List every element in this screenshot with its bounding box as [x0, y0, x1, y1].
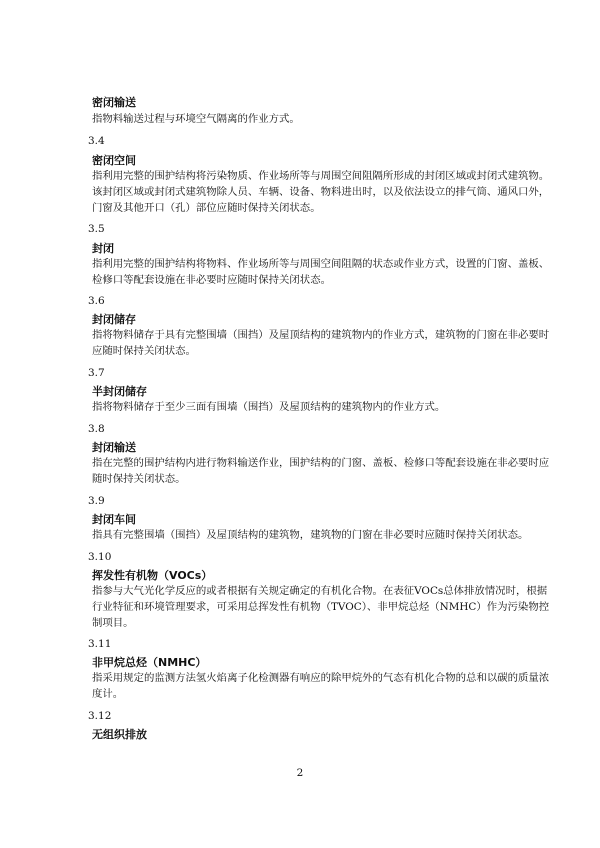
term-title-enclosed-workshop: 封闭车间 [92, 513, 136, 526]
term-definition-enclosure: 指利用完整的围护结构将物料、作业场所等与周围空间阻隔的状态或作业方式，设置的门窗、盖板、检修口等配套设施在非必要时应随时保持关闭状态。 [92, 258, 550, 286]
term-title-semi-enclosed-storage: 半封闭储存 [92, 385, 147, 398]
term-definition-sealed-conveying: 指物料输送过程与环境空气隔离的作业方式。 [92, 113, 300, 125]
term-title-sealed-space: 密闭空间 [92, 154, 136, 167]
term-definition-enclosed-conveying: 指在完整的围护结构内进行物料输送作业，围护结构的门窗、盖板、检修口等配套设施在非必要时应随时保持关闭状态。 [92, 457, 550, 485]
clause-number-3-7: 3.7 [88, 367, 105, 379]
term-definition-sealed-space: 指利用完整的围护结构将污染物质、作业场所等与周围空间阻隔所形成的封闭区域或封闭式建筑物。该封闭区域或封闭式建筑物除人员、车辆、设备、物料进出时，以及依法设立的排气筒、通风口外，门窗及其他开口（孔）部位应随时保持关闭状态。 [92, 170, 550, 214]
term-title-nmhc: 非甲烷总烃（NMHC） [92, 656, 207, 669]
term-title-enclosed-storage: 封闭储存 [92, 313, 136, 326]
term-title-sealed-conveying: 密闭输送 [92, 96, 136, 109]
term-title-fugitive-emission: 无组织排放 [92, 728, 147, 741]
clause-number-3-8: 3.8 [88, 423, 105, 435]
term-title-enclosed-conveying: 封闭输送 [92, 441, 136, 454]
term-definition-vocs: 指参与大气光化学反应的或者根据有关规定确定的有机化合物。在表征VOCs总体排放情况时，根据行业特征和环境管理要求，可采用总挥发性有机物（TVOC）、非甲烷总烃（NMHC）作为污染物控制项目。 [92, 585, 550, 629]
clause-number-3-11: 3.11 [88, 638, 112, 650]
term-definition-enclosed-workshop: 指具有完整围墙（围挡）及屋顶结构的建筑物，建筑物的门窗在非必要时应随时保持关闭状态。 [92, 529, 529, 541]
clause-number-3-6: 3.6 [88, 295, 105, 307]
clause-number-3-10: 3.10 [88, 551, 112, 563]
clause-number-3-9: 3.9 [88, 495, 105, 507]
term-definition-nmhc: 指采用规定的监测方法氢火焰离子化检测器有响应的除甲烷外的气态有机化合物的总和以碳的质量浓度计。 [92, 672, 550, 700]
term-definition-semi-enclosed-storage: 指将物料储存于至少三面有围墙（围挡）及屋顶结构的建筑物内的作业方式。 [92, 401, 446, 413]
clause-number-3-4: 3.4 [88, 135, 105, 147]
term-definition-enclosed-storage: 指将物料储存于具有完整围墙（围挡）及屋顶结构的建筑物内的作业方式，建筑物的门窗在非必要时应随时保持关闭状态。 [92, 329, 550, 357]
page-number: 2 [296, 767, 304, 779]
term-title-enclosure: 封闭 [92, 242, 114, 255]
clause-number-3-5: 3.5 [88, 223, 105, 235]
term-title-vocs: 挥发性有机物（VOCs） [92, 569, 213, 582]
clause-number-3-12: 3.12 [88, 710, 112, 722]
